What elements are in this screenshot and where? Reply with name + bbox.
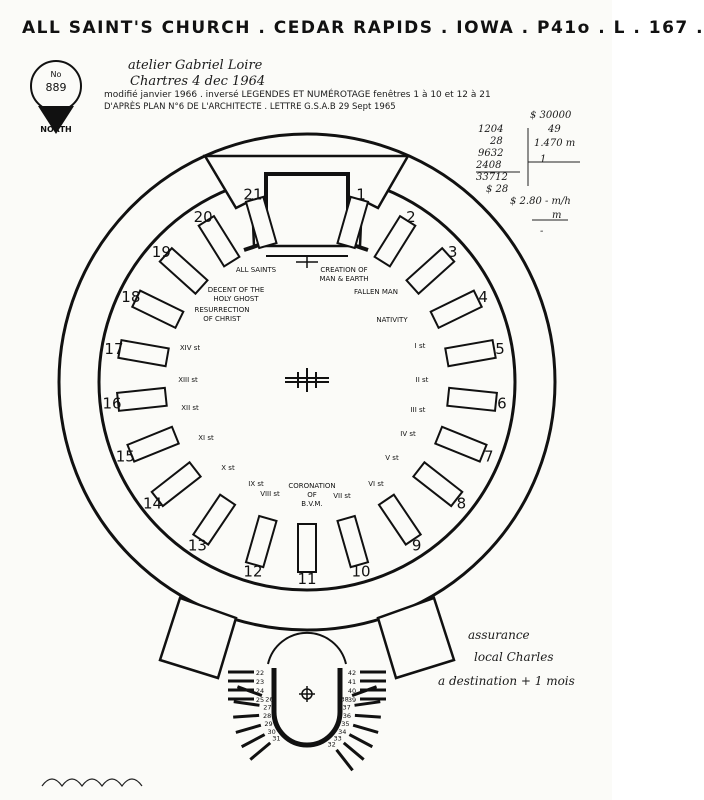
window-number-6: 6 [497,394,507,413]
chapel-window-37 [342,702,380,712]
legend-decent-1: HOLY GHOST [213,295,259,303]
north-prefix: No [50,70,62,79]
window-number-1: 1 [356,185,366,204]
note-line-3: a destination + 1 mois [438,674,575,688]
window-number-7: 7 [483,447,494,466]
date-line: Chartres 4 dec 1964 [130,74,266,89]
entrance-porch [205,156,408,246]
station-1: I st [414,342,426,350]
chapel-number-40: 40 [347,687,357,695]
chapel-window-41 [348,678,386,686]
window-12 [246,516,277,567]
window-16 [117,388,167,411]
modif-line: modifié janvier 1966 . inversé LEGENDES ET NUMÉROTAGE fenêtres 1 à 10 et 12 à 21 [104,90,491,100]
chapel-apse [274,668,340,745]
chapel-number-39: 39 [347,696,357,704]
scribble-mark [42,779,142,786]
window-8 [413,462,462,506]
station-4: IV st [400,430,416,438]
calc-2: 28 [490,136,503,147]
window-15 [127,427,178,462]
chapel-number-35: 35 [341,720,350,729]
chapel-number-38: 38 [340,695,349,704]
north-number: 889 [45,81,67,94]
window-6 [447,388,497,411]
calc-4: 2408 [476,160,502,171]
chapel-number-28: 28 [262,711,272,720]
chapel-connector-right [378,598,454,678]
window-number-4: 4 [478,288,488,307]
legend-coronation-1: OF [307,491,317,499]
station-2: II st [415,376,429,384]
calc-6: $ 30000 [530,110,572,121]
note-line-1: assurance [468,628,530,642]
window-number-8: 8 [456,494,467,513]
chapel-number-34: 34 [338,727,347,736]
station-10: X st [221,464,235,472]
window-number-11: 11 [297,570,317,588]
chapel-cross-icon [299,686,315,702]
window-number-19: 19 [151,242,171,261]
window-number-5: 5 [495,339,505,358]
chapel-window-36 [343,712,381,720]
station-8: VIII st [260,490,280,498]
legend-all-saints-0: ALL SAINTS [235,266,277,274]
station-6: VI st [368,480,384,488]
plan-line: D'APRÈS PLAN N°6 DE L'ARCHITECTE . LETTRE G.S.A.B 29 Sept 1965 [104,102,396,112]
calc-1: 1204 [478,124,504,135]
chapel-number-26: 26 [265,695,274,704]
station-14: XIV st [179,344,201,352]
window-number-13: 13 [187,536,207,555]
window-number-20: 20 [193,207,213,226]
chapel-window-23 [228,678,264,686]
station-3: III st [410,406,426,414]
chapel-number-37: 37 [342,703,351,712]
window-number-12: 12 [243,562,263,581]
station-11: XI st [198,434,214,442]
legend-coronation-0: CORONATION [288,482,336,490]
calc-9: 1 [540,154,547,165]
legend-creation-1: MAN & EARTH [319,275,369,283]
chapel-windows [228,669,386,770]
legend-fallen-0: FALLEN MAN [354,288,398,296]
window-number-9: 9 [411,536,422,555]
chapel-window-42 [348,669,386,677]
chapel-arch [268,633,346,664]
station-7: VII st [333,492,351,500]
calc-11: $ 2.80 - m/h [510,196,571,207]
altar-cross-icon [285,368,329,392]
legend-resurrection-1: OF CHRIST [203,315,241,323]
chapel-number-25: 25 [255,696,265,704]
chapel-number-24: 24 [255,687,265,695]
window-17 [118,340,168,366]
chapel-number-33: 33 [333,734,342,743]
chapel-number-32: 32 [327,740,336,749]
window-number-21: 21 [243,185,263,204]
calc-7: 49 [548,124,561,135]
chapel-number-22: 22 [255,669,265,677]
station-12: XII st [181,404,199,412]
window-number-2: 2 [406,207,416,226]
calc-13: - [540,226,544,237]
chapel-window-35 [341,720,378,732]
chapel-number-23: 23 [255,678,265,686]
window-4 [431,291,482,328]
chapel-window-32 [327,741,352,771]
chapel-number-36: 36 [342,711,352,720]
chapel-number-27: 27 [263,703,272,712]
calc-8: 1.470 m [534,138,576,149]
chapel-number-30: 30 [267,727,276,736]
chapel-connector-left [160,598,236,678]
note-line-2: local Charles [474,650,554,664]
legend-resurrection-0: RESURRECTION [194,306,250,314]
window-number-17: 17 [104,339,124,358]
legend-decent-0: DECENT OF THE [207,286,265,294]
atelier-line: atelier Gabriel Loire [128,58,263,73]
chapel-window-22 [228,669,264,677]
window-number-15: 15 [115,447,135,466]
calc-12: m [552,210,562,221]
entrance-cross-icon [296,256,318,268]
station-9: IX st [248,480,264,488]
chapel-number-29: 29 [264,720,273,729]
window-11 [298,524,316,572]
station-5: V st [385,454,399,462]
calc-3: 9632 [478,148,504,159]
calc-10: $ 28 [486,184,509,195]
chapel-number-31: 31 [272,734,281,743]
chapel-number-41: 41 [347,678,357,686]
window-5 [445,340,495,366]
legend-coronation-2: B.V.M. [301,500,323,508]
window-7 [435,427,486,462]
window-number-16: 16 [102,394,122,413]
legend-nativity-0: NATIVITY [376,316,408,324]
legend-creation-0: CREATION OF [320,266,368,274]
window-number-18: 18 [121,288,141,307]
window-number-3: 3 [447,242,458,261]
north-label: NORTH [40,125,72,134]
page-title: ALL SAINT'S CHURCH . CEDAR RAPIDS . IOWA . P41o . L . 167 . [22,18,704,38]
window-number-14: 14 [143,494,163,513]
chapel-window-38 [340,687,376,704]
calc-5: 33712 [476,172,508,183]
chapel-window-28 [233,712,271,720]
chapel-number-42: 42 [347,669,357,677]
station-13: XIII st [178,376,198,384]
window-number-10: 10 [351,562,371,581]
window-10 [337,516,368,567]
chapel-window-27 [234,702,272,712]
